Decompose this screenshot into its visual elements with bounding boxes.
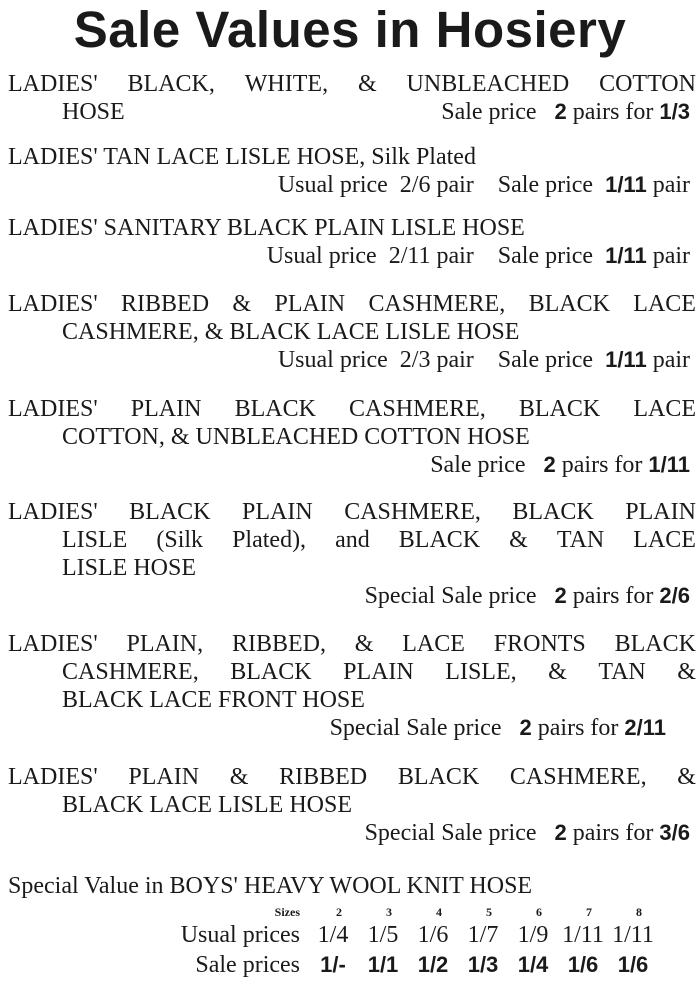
item-desc-line [8, 395, 696, 423]
sale-label: Sale price [430, 452, 526, 478]
desc-word: BLACK [234, 396, 316, 422]
desc-word: PLAIN [274, 291, 346, 317]
size-cell: 5 [486, 905, 492, 919]
item-desc-line: LADIES' SANITARY BLACK PLAIN LISLE HOSE [8, 215, 525, 241]
sale-label: Special Sale price [364, 583, 537, 609]
desc-word: (Silk [156, 527, 204, 553]
desc-word: LADIES' [8, 499, 98, 525]
sale-unit: pair [652, 172, 690, 198]
sale-label: Sale price [497, 243, 594, 269]
sale-value: 1/11 [648, 452, 690, 477]
sale-label: Sale price [441, 99, 537, 125]
desc-word: CASHMERE, [509, 764, 647, 790]
item-desc-line [8, 70, 696, 98]
price-line [8, 451, 696, 479]
size-cell: 4 [436, 905, 442, 919]
page-title: Sale Values in Hosiery [73, 1, 627, 58]
price-line [8, 242, 696, 270]
usual-price-cell: 1/4 [317, 922, 349, 948]
usual-price-cell: 1/11 [612, 922, 654, 948]
desc-word: TAN [598, 659, 646, 685]
sale-qty: 2 [554, 820, 567, 845]
price-line [441, 98, 696, 126]
desc-word: BLACK [398, 527, 481, 553]
desc-word: LISLE [62, 527, 128, 553]
usual-label: Usual price [266, 243, 377, 269]
sale-label: Special Sale price [329, 715, 502, 741]
usual-value: 2/3 pair [399, 347, 474, 373]
usual-prices-row [8, 920, 696, 950]
sale-prices-row [8, 950, 696, 980]
sale-qty: 2 [543, 452, 556, 477]
item-desc-line: COTTON, & UNBLEACHED COTTON HOSE [62, 424, 530, 450]
desc-word: CASHMERE, [344, 499, 481, 525]
price-line [8, 171, 696, 199]
boys-hose-section [8, 872, 696, 980]
usual-price-cell: 1/7 [467, 922, 499, 948]
item-desc-line [8, 498, 696, 526]
desc-word: RIBBED, [231, 631, 326, 657]
item-desc-line: BLACK LACE FRONT HOSE [62, 687, 365, 713]
usual-value: 2/6 pair [399, 172, 474, 198]
price-line [8, 582, 696, 610]
size-cell: 2 [336, 905, 342, 919]
desc-word: BLACK [614, 631, 696, 657]
sale-value: 3/6 [659, 820, 690, 845]
price-line [8, 714, 696, 742]
item-desc-line: CASHMERE, & BLACK LACE LISLE HOSE [62, 319, 520, 345]
desc-word: & [354, 631, 374, 657]
usual-price-cell: 1/5 [367, 922, 399, 948]
sale-value: 1/3 [659, 99, 690, 124]
item-desc-line [8, 658, 696, 686]
usual-prices-label: Usual prices [180, 922, 300, 948]
item-desc-line [8, 526, 696, 554]
desc-word: RIBBED [279, 764, 368, 790]
desc-word: BLACK [230, 659, 312, 685]
sale-mid: pairs for [572, 99, 654, 125]
desc-word: & [677, 659, 696, 685]
desc-word: LACE [402, 631, 465, 657]
size-cell: 3 [386, 905, 392, 919]
usual-label: Usual price [277, 347, 388, 373]
desc-word: LADIES' [8, 291, 98, 317]
hosiery-item [8, 498, 696, 610]
usual-price-cell: 1/9 [517, 922, 549, 948]
sale-unit: pair [652, 243, 690, 269]
desc-word: LACE [633, 527, 696, 553]
hosiery-item [8, 214, 696, 270]
desc-word: & [509, 527, 528, 553]
item-desc-line: HOSE [62, 99, 125, 125]
sale-price-cell: 1/3 [467, 952, 499, 977]
desc-word: PLAIN, [126, 631, 204, 657]
hosiery-item [8, 395, 696, 479]
desc-word: BLACK [397, 764, 480, 790]
desc-word: & [229, 764, 249, 790]
desc-word: COTTON [599, 71, 696, 97]
sale-value: 1/11 [605, 347, 647, 372]
desc-word: PLAIN [343, 659, 414, 685]
desc-word: LADIES' [8, 764, 98, 790]
sale-value: 1/11 [605, 172, 647, 197]
usual-price-cell: 1/6 [417, 922, 449, 948]
hosiery-item [8, 70, 696, 126]
desc-word: and [335, 527, 370, 553]
usual-value: 2/11 pair [388, 243, 474, 269]
desc-word: LACE [633, 291, 696, 317]
sale-value: 1/11 [605, 243, 647, 268]
item-desc-price-line [8, 98, 696, 126]
desc-word: BLACK [528, 291, 610, 317]
sale-mid: pairs for [537, 715, 619, 741]
desc-word: LACE [633, 396, 696, 422]
desc-word: PLAIN [128, 764, 200, 790]
desc-word: BLACK [518, 396, 601, 422]
sale-price-cell: 1/4 [517, 952, 549, 977]
desc-word: LADIES' [8, 71, 98, 97]
desc-word: LISLE, [445, 659, 517, 685]
sale-price-cell: 1/- [320, 952, 346, 977]
sale-value: 2/6 [659, 583, 690, 608]
desc-word: PLAIN [625, 499, 696, 525]
sale-mid: pairs for [561, 452, 643, 478]
desc-word: BLACK, [127, 71, 215, 97]
hosiery-item [8, 763, 696, 847]
desc-word: BLACK [512, 499, 594, 525]
desc-word: & [357, 71, 377, 97]
desc-word: PLAIN [242, 499, 313, 525]
desc-word: LADIES' [8, 396, 98, 422]
hosiery-item [8, 143, 696, 199]
desc-word: PLAIN [130, 396, 202, 422]
desc-word: & [232, 291, 252, 317]
desc-word: TAN [556, 527, 605, 553]
item-desc-line: BLACK LACE LISLE HOSE [62, 792, 352, 818]
sale-unit: pair [652, 347, 690, 373]
hosiery-item [8, 630, 696, 742]
item-desc-line [8, 290, 696, 318]
size-cell: 6 [536, 905, 542, 919]
usual-price-cell: 1/11 [562, 922, 604, 948]
boys-heading: Special Value in BOYS' HEAVY WOOL KNIT HOSE [8, 873, 533, 899]
item-desc-line: LISLE HOSE [62, 555, 196, 581]
desc-word: Plated), [232, 527, 307, 553]
sale-price-cell: 1/6 [567, 952, 599, 977]
size-cell: 7 [586, 905, 592, 919]
sale-label: Sale price [497, 347, 594, 373]
sale-price-cell: 1/6 [617, 952, 649, 977]
sale-mid: pairs for [572, 820, 654, 846]
desc-word: & [548, 659, 567, 685]
usual-label: Usual price [277, 172, 388, 198]
sale-prices-label: Sale prices [195, 952, 300, 978]
desc-word: BLACK [129, 499, 211, 525]
desc-word: CASHMERE, [349, 396, 486, 422]
sale-price-cell: 1/1 [367, 952, 399, 977]
sale-mid: pairs for [572, 583, 654, 609]
desc-word: FRONTS [493, 631, 586, 657]
size-cell: 8 [636, 905, 642, 919]
price-line [8, 346, 696, 374]
item-desc-line: LADIES' TAN LACE LISLE HOSE, Silk Plated [8, 144, 476, 170]
desc-word: WHITE, [244, 71, 329, 97]
desc-word: RIBBED [121, 291, 210, 317]
sale-qty: 2 [554, 99, 567, 124]
desc-word: UNBLEACHED [406, 71, 570, 97]
item-desc-line [8, 763, 696, 791]
desc-word: CASHMERE, [62, 659, 199, 685]
sale-qty: 2 [519, 715, 532, 740]
desc-word: CASHMERE, [368, 291, 506, 317]
hosiery-item [8, 290, 696, 374]
sizes-row [8, 904, 696, 920]
item-desc-line [8, 630, 696, 658]
desc-word: LADIES' [8, 631, 98, 657]
price-line [8, 819, 696, 847]
sale-price-cell: 1/2 [417, 952, 449, 977]
sale-label: Special Sale price [364, 820, 537, 846]
sale-label: Sale price [497, 172, 594, 198]
sale-value: 2/11 [624, 715, 666, 740]
sizes-label: Sizes [274, 905, 300, 919]
sale-qty: 2 [554, 583, 567, 608]
desc-word: & [677, 764, 696, 790]
